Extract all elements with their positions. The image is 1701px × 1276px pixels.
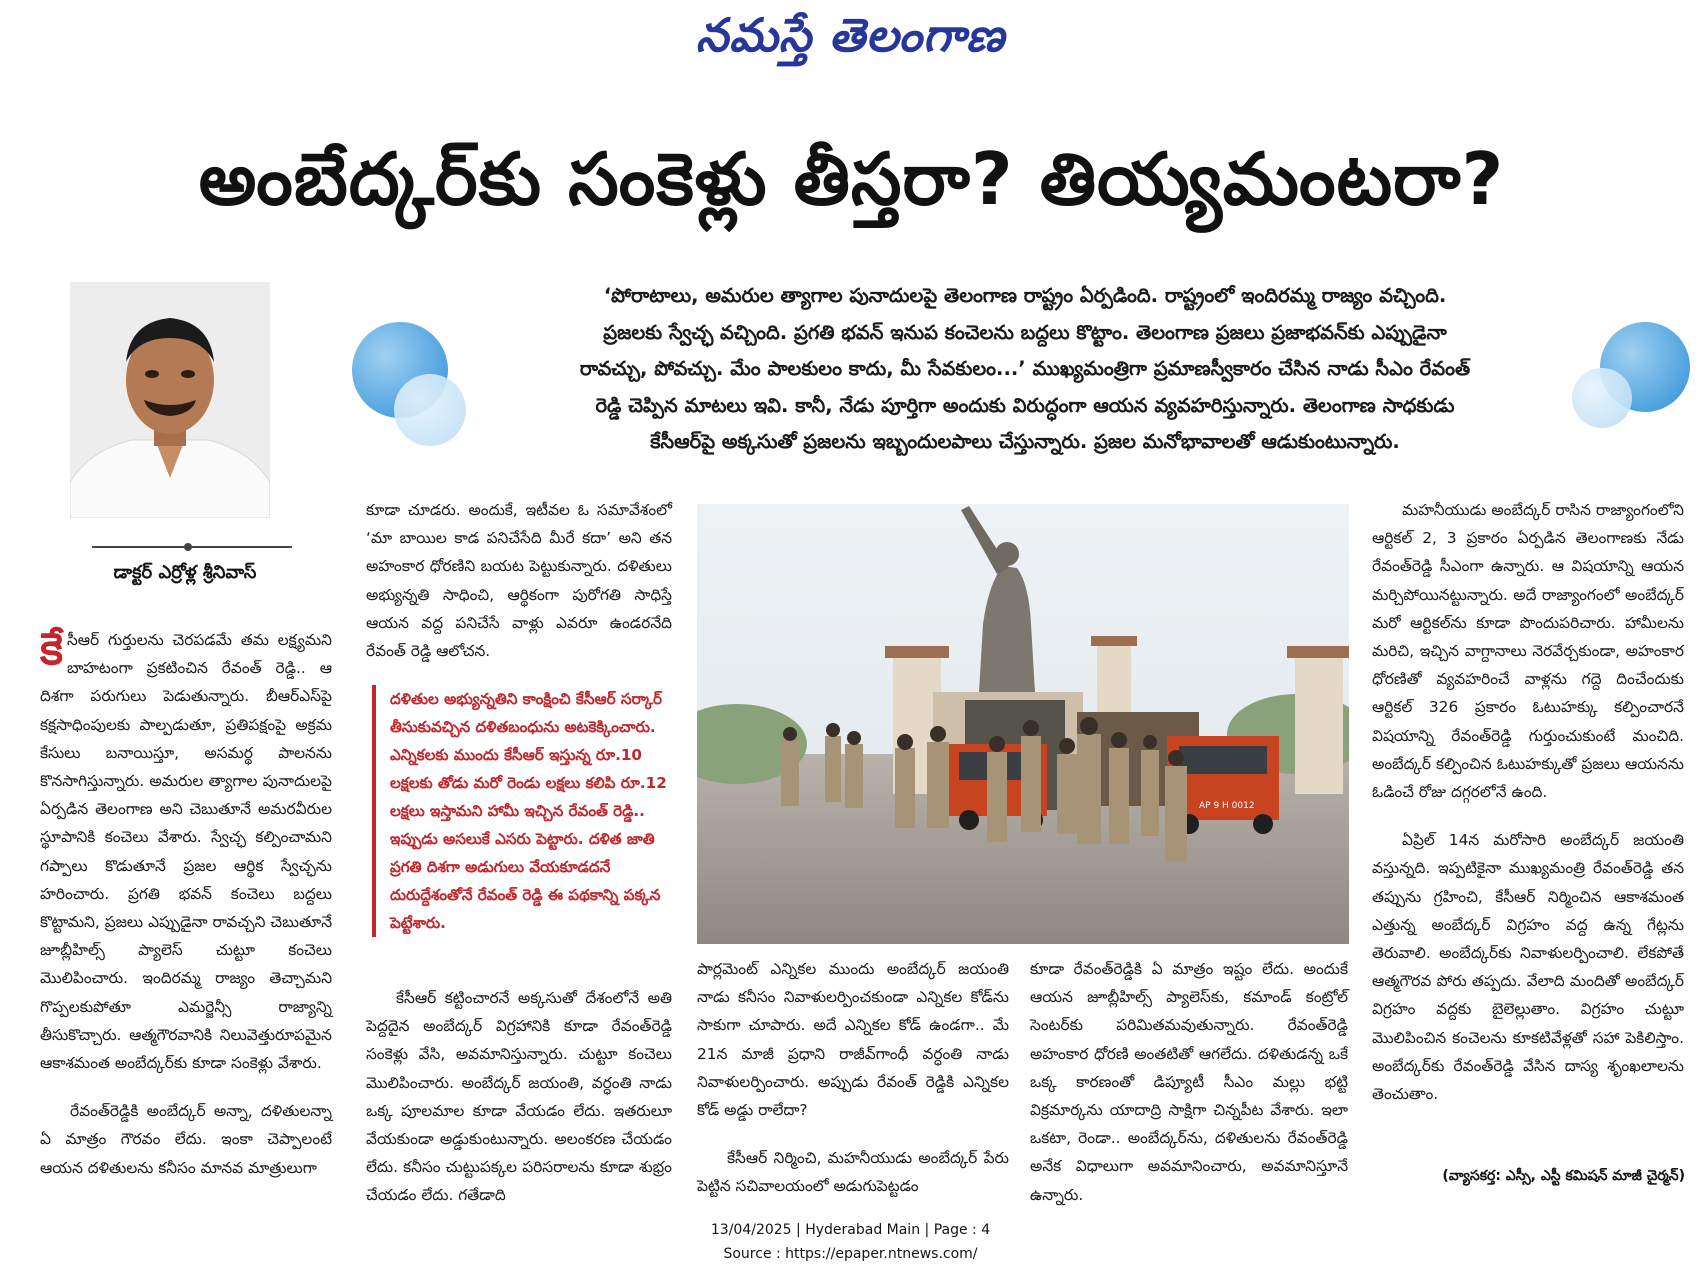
column-4-paragraph-1: కూడా రేవంత్‌రెడ్డికి ఏ మాత్రం ఇష్టం లేదు. అందుకే ఆయన జూబ్లీహిల్స్ ప్యాలెస్‌కు, కమాండ్ కంట్రోల్ సెంటర్‌కు పరిమితమవుతున్నారు. రేవంత్‌రెడ్డి అహంకార ధోరణి అంతటితో ఆగలేదు. దళితుడన్న ఒకే ఒక్క కారణంతో డిప్యూటీ సీఎం మల్లు భట్టి విక్రమార్కను యాదాద్రి సాక్షిగా చిన్నపీట వేశారు. ఇలా ఒకటా, రెండా.. అంబేద్కర్‌ను, దళితులను రేవంత్‌రెడ్డి అనేక విధాలుగా అవమానించారు, అవమానిస్తూనే ఉన్నారు. [1030, 960, 1348, 1204]
masthead-title: నమస్తే తెలంగాణ [695, 8, 1006, 62]
intro-line: రెడ్డి చెప్పిన మాటలు ఇవి. కానీ, నేడు పూర్తిగా అందుకు విరుద్ధంగా ఆయన వ్యవహరిస్తున్నారు. తెలంగాణ సాధకుడు [595, 393, 1455, 417]
quote-bubble-left-small [394, 374, 466, 446]
dropcap: కే [40, 624, 63, 675]
pull-quote: దళితుల అభ్యున్నతిని కాంక్షించి కేసీఆర్ సర్కార్ తీసుకువచ్చిన దళితబంధును అటకెక్కించారు. ఎన్నికలకు ముందు కేసీఆర్ ఇస్తున్న రూ.10 లక్షలకు తోడు మరో రెండు లక్షలు కలిపి రూ.12 లక్షలు ఇస్తామని హామీ ఇచ్చిన రేవంత్ రెడ్డి.. ఇప్పుడు అసలుకే ఎసరు పెట్టారు. దళిత జాతి ప్రగతి దిశగా అడుగులు వేయకూడదనే దురుద్దేశంతోనే రేవంత్ రెడ్డి ఈ పథకాన్ని పక్కన పెట్టేశారు. [372, 685, 680, 937]
article-column-1 [40, 626, 332, 1202]
column-1-paragraph-1: కేసీఆర్ గుర్తులను చెరపడమే తమ లక్ష్యమని బాహటంగా ప్రకటించిన రేవంత్ రెడ్డి.. ఆ దిశగా పరుగులు పెడుతున్నారు. బీఆర్ఎస్‌పై కక్షసాధింపులకు పాల్పడుతూ, ప్రతిపక్షంపై అక్రమ కేసులు బనాయిస్తూ, అసమర్థ పాలనను కొనసాగిస్తున్నారు. అమరుల త్యాగాల పునాదులపై ఏర్పడిన తెలంగాణ అని చెబుతూనే అమరవీరుల స్థూపానికి కంచెలు వేశారు. స్వేచ్ఛ కల్పించామని గప్పాలు కొడుతూనే ప్రజల ఆర్థిక స్వేచ్ఛను హరించారు. ప్రగతి భవన్ కంచెలు బద్దలు కొట్టామని, ప్రజలు ఎప్పుడైనా రావచ్చని చెబుతూనే జూబ్లీహిల్స్ ప్యాలెస్ చుట్టూ కంచెలు మొలిపించారు. ఇందిరమ్మ రాజ్యం తెచ్చామని గొప్పలకుపోతూ ఎమర్జెన్సీ రాజ్యాన్ని తీసుకొచ్చారు. ఆత్మగౌరవానికి నిలువెత్తురూపమైన ఆకాశమంత అంబేద్కర్‌కు కూడా సంకెళ్లు వేశారు. [40, 624, 332, 1073]
column-5-paragraph-1: మహనీయుడు అంబేద్కర్ రాసిన రాజ్యాంగంలోని ఆర్టికల్ 2, 3 ప్రకారం ఏర్పడిన తెలంగాణకు నేడు రేవంత్‌రెడ్డి సీఎంగా ఉన్నారు. ఆ విషయాన్ని ఆయన మర్చిపోయినట్టున్నారు. అదే రాజ్యాంగంలో అంబేద్కర్ మరో ఆర్టికల్‌ను కూడా పొందుపరిచారు. హామీలను మరిచి, ఇచ్చిన వాగ్దానాలు నెరవేర్చకుండా, అహంకార ధోరణితో వ్యవహరించే వాళ్లను గద్దె దించేందుకు ఆర్టికల్ 326 ప్రకారం ఓటుహక్కు కల్పించారనే విషయాన్ని రేవంత్‌రెడ్డి గుర్తుంచుకుంటే మంచిది. అంబేద్కర్ కల్పించిన ఓటుహక్కుతో ప్రజలు ఆయనను ఓడించే రోజు దగ్గరలోనే ఉంది. [1372, 501, 1684, 802]
author-photo [70, 282, 270, 518]
footer-date-edition: 13/04/2025 | Hyderabad Main | Page : 4 [710, 1222, 991, 1238]
article-column-2 [366, 496, 672, 685]
column-2-paragraph-2: కేసీఆర్ కట్టించారనే అక్కసుతో దేశంలోనే అతి పెద్దదైన అంబేద్కర్ విగ్రహానికి కూడా రేవంత్‌రెడ్డి సంకెళ్లు వేసి, అవమానిస్తున్నారు. చుట్టూ కంచెలు మొలిపించారు. అంబేద్కర్ జయంతి, వర్ధంతి నాడు ఒక్క పూలమాల కూడా వేయడం లేదు. ఇతరులూ వేయకుండా అడ్డుకుంటున్నారు. అలంకరణ చేయడం లేదు. కనీసం చుట్టుపక్కల పరిసరాలను కూడా శుభ్రం చేయడం లేదు. గతేడాది [366, 989, 672, 1205]
footer-source: Source : https://epaper.ntnews.com/ [723, 1246, 978, 1262]
article-column-3 [697, 955, 1009, 1221]
column-1-paragraph-2: రేవంత్‌రెడ్డికి అంబేద్కర్ అన్నా, దళితులన్నా ఏ మాత్రం గౌరవం లేదు. ఇంకా చెప్పాలంటే ఆయన దళితులను కనీసం మానవ మాత్రులుగా [40, 1102, 332, 1177]
intro-line: రావచ్చు, పోవచ్చు. మేం పాలకులం కాదు, మీ సేవకులం...’ ముఖ్యమంత్రిగా ప్రమాణస్వీకారం చేసిన నాడు సీఎం రేవంత్ [579, 357, 1471, 380]
article-column-4 [1030, 955, 1348, 1229]
article-column-5 [1372, 496, 1684, 1128]
column-3-paragraph-2: కేసీఆర్ నిర్మించి, మహనీయుడు అంబేద్కర్ పేరు పెట్టిన సచివాలయంలో అడుగుపెట్టడం [697, 1149, 1009, 1196]
quote-bubble-right-small [1572, 368, 1632, 428]
author-credit: (వ్యాసకర్త: ఎస్సీ, ఎస్టీ కమిషన్ మాజీ చైర్మన్) [1442, 1168, 1685, 1184]
author-byline: డాక్టర్ ఎర్రోళ్ల శ్రీనివాస్ [113, 562, 257, 583]
column-2-paragraph-1: కూడా చూడరు. అందుకే, ఇటీవల ఓ సమావేశంలో ‘మా బాయిల కాడ పనిచేసేది మీరే కదా’ అని తన అహంకార ధోరణిని బయట పెట్టుకున్నారు. దళితులు అభ్యున్నతి సాధించి, ఆర్థికంగా పురోగతి సాధిస్తే ఆయన వద్ద పనిచేసే వాళ్లు ఎవరూ ఉండరనేది రేవంత్ రెడ్డి ఆలోచన. [366, 501, 672, 661]
page-footer [0, 1218, 1701, 1266]
article-column-2-lower [366, 984, 672, 1230]
news-photo-ambedkar-statue [697, 504, 1349, 944]
vehicle-plate: AP 9 H 0012 [1199, 801, 1255, 811]
intro-line: ప్రజలకు స్వేచ్ఛ వచ్చింది. ప్రగతి భవన్ ఇనుప కంచెలను బద్దలు కొట్టాం. తెలంగాణ ప్రజలు ప్రజాభవన్‌కు ఎప్పుడైనా [603, 320, 1447, 344]
column-5-paragraph-2: ఏప్రిల్ 14న మరోసారి అంబేద్కర్ జయంతి వస్తున్నది. ఇప్పటికైనా ముఖ్యమంత్రి రేవంత్‌రెడ్డి తన తప్పును గ్రహించి, కేసీఆర్ నిర్మించిన ఆకాశమంత ఎత్తున్న అంబేద్కర్ విగ్రహం వద్ద ఉన్న గేట్లను తెరువాలి. అంబేద్కర్‌కు నివాళులర్పించాలి. లేకపోతే ఆత్మగౌరవ పోరు తప్పదు. వేలాది మందితో అంబేద్కర్ విగ్రహం వద్దకు బైలెల్లుతాం. విగ్రహం చుట్టూ మొలిపించిన కంచెలను కూకటివేళ్లతో సహా పెకిలిస్తాం. అంబేద్కర్‌కు రేవంత్‌రెడ్డి వేసిన దాస్య శృంఖలాలను తెంచుతాం. [1372, 831, 1684, 1104]
intro-line: ‘పోరాటాలు, అమరుల త్యాగాల పునాదులపై తెలంగాణ రాష్ట్రం ఏర్పడింది. రాష్ట్రంలో ఇందిరమ్మ రాజ్యం వచ్చింది. [603, 284, 1447, 307]
headline: అంబేద్కర్‌కు సంకెళ్లు తీస్తరా? తియ్యమంటరా? [198, 137, 1505, 221]
column-3-paragraph-1: పార్లమెంట్ ఎన్నికల ముందు అంబేద్కర్ జయంతి నాడు కనీసం నివాళులర్పించకుండా ఎన్నికల కోడ్‌ను సాకుగా చూపారు. అదే ఎన్నికల కోడ్ ఉండగా.. మే 21న మాజీ ప్రధాని రాజీవ్‌గాంధీ వర్ధంతి నాడు నివాళులర్పించారు. అప్పుడు రేవంత్ రెడ్డికి ఎన్నికల కోడ్ అడ్డు రాలేదా? [697, 960, 1009, 1120]
intro-line: కేసీఆర్‌పై అక్కసుతో ప్రజలను ఇబ్బందులపాలు చేస్తున్నారు. ప్రజల మనోభావాలతో ఆడుకుంటున్నారు. [650, 430, 1400, 453]
intro-quote [470, 278, 1580, 461]
byline-divider [92, 546, 292, 548]
